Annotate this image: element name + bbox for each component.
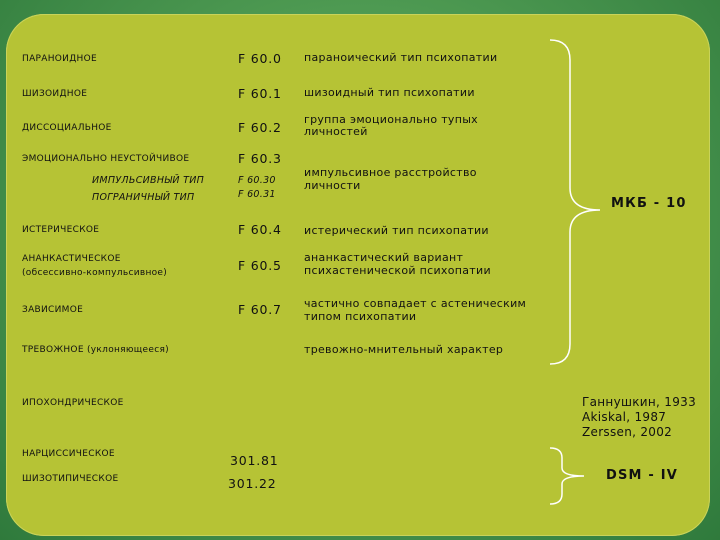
mkb-label: МКБ - 10 — [611, 196, 687, 211]
icd-code: F 60.1 — [238, 86, 282, 101]
disorder-name: ШИЗОТИПИЧЕСКОЕ — [22, 474, 119, 484]
disorder-subtype: ИМПУЛЬСИВНЫЙ ТИП — [92, 175, 205, 186]
disorder-name: ДИССОЦИАЛЬНОЕ — [22, 123, 112, 133]
icd-code: F 60.0 — [238, 51, 282, 66]
disorder-name: НАРЦИССИЧЕСКОЕ — [22, 449, 115, 459]
mkb-brace — [548, 38, 608, 366]
disorder-name: ЗАВИСИМОЕ — [22, 305, 84, 315]
disorder-description: группа эмоционально тупых личностей — [304, 113, 478, 138]
disorder-description: тревожно-мнительный характер — [304, 343, 504, 356]
disorder-name-sub: (обсессивно-компульсивное) — [22, 268, 168, 278]
reference: Akiskal, 1987 — [582, 410, 667, 424]
disorder-name: ТРЕВОЖНОЕ (уклоняющееся) — [22, 345, 169, 355]
reference: Zerssen, 2002 — [582, 425, 673, 439]
disorder-name: ШИЗОИДНОЕ — [22, 89, 88, 99]
icd-code: F 60.30 — [238, 175, 276, 186]
reference: Ганнушкин, 1933 — [582, 395, 697, 409]
dsm-label: DSM - IV — [606, 468, 679, 483]
disorder-description: частично совпадает с астеническим типом психопатии — [304, 297, 527, 323]
disorder-name: ИПОХОНДРИЧЕСКОЕ — [22, 398, 124, 408]
disorder-description: импульсивное расстройство личности — [304, 166, 477, 192]
icd-code: F 60.2 — [238, 120, 282, 135]
dsm-brace — [548, 446, 588, 506]
icd-code: F 60.3 — [238, 151, 282, 166]
icd-code: F 60.4 — [238, 222, 282, 237]
icd-code: F 60.5 — [238, 258, 282, 273]
icd-code: F 60.7 — [238, 302, 282, 317]
disorder-description: параноический тип психопатии — [304, 51, 498, 64]
disorder-name: ПАРАНОИДНОЕ — [22, 54, 97, 64]
disorder-description: шизоидный тип психопатии — [304, 86, 475, 99]
disorder-subtype: ПОГРАНИЧНЫЙ ТИП — [92, 192, 195, 203]
dsm-code: 301.22 — [228, 476, 277, 491]
dsm-code: 301.81 — [230, 453, 279, 468]
disorder-description: ананкастический вариант психастенической психопатии — [304, 251, 491, 277]
disorder-description: истерический тип психопатии — [304, 224, 489, 237]
icd-code: F 60.31 — [238, 189, 276, 200]
disorder-name: ИСТЕРИЧЕСКОЕ — [22, 225, 100, 235]
disorder-name: ЭМОЦИОНАЛЬНО НЕУСТОЙЧИВОЕ — [22, 154, 190, 164]
disorder-name: АНАНКАСТИЧЕСКОЕ — [22, 254, 121, 264]
